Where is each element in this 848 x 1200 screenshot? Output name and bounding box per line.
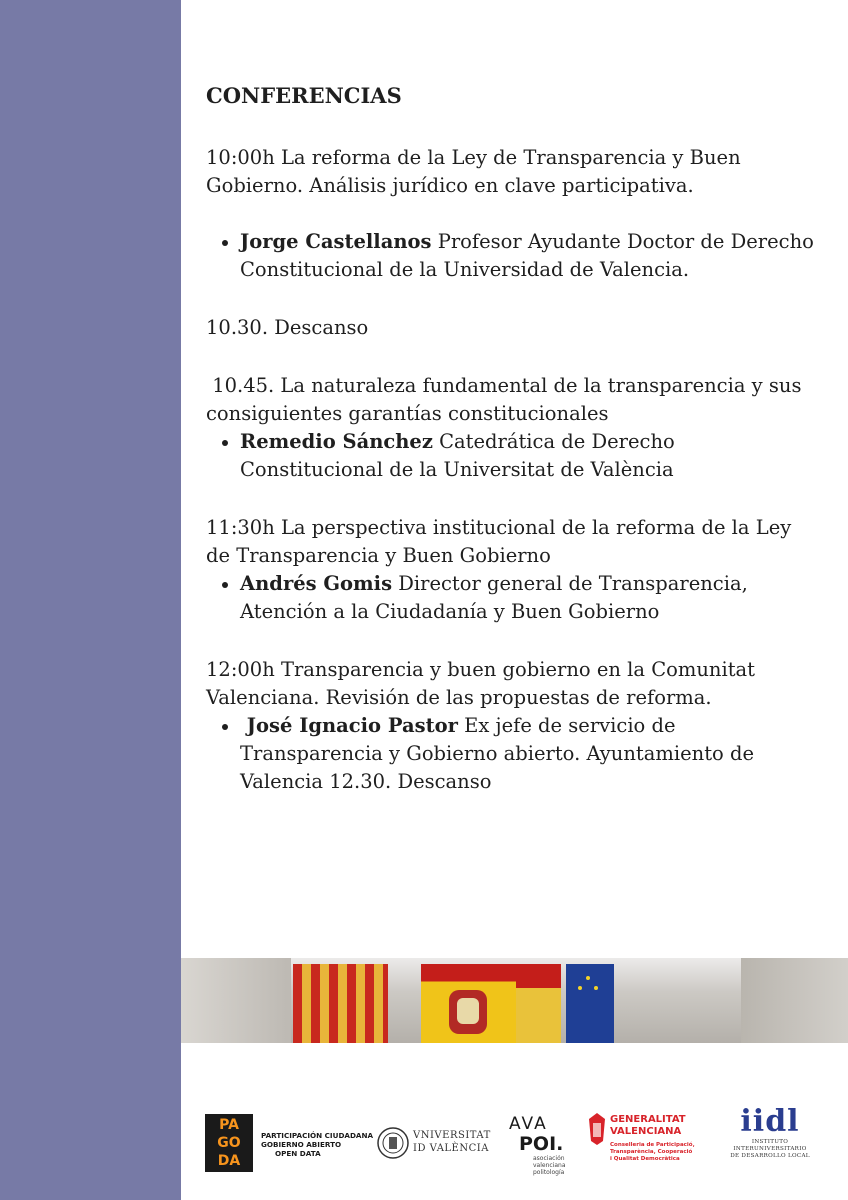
avapoi-line3: asociación [533,1155,565,1162]
iidl-mark: iidl [740,1104,800,1139]
speaker-role: Director general de Transparencia, Atención a la Ciudadanía y Buen Gobierno [240,572,748,623]
speaker-list [206,570,816,626]
iidl-line1: INSTITUTO [751,1139,789,1145]
avapoi-line4: valenciana [533,1162,566,1169]
generalitat-line4: Transparència, Cooperació [610,1149,693,1155]
flag-spain-2 [516,964,561,1043]
avapoi-line2: POI. [519,1133,564,1155]
universitat-line1: VNIVERSITAT [413,1130,491,1141]
flag-europe [566,964,614,1043]
speaker-item [206,712,816,796]
main-content [206,82,816,796]
pagoda-logo [205,1114,374,1174]
speaker-item [206,228,816,284]
speaker-name: José Ignacio Pastor [240,714,458,737]
speaker-list [206,228,816,284]
iidl-logo [729,1105,811,1175]
pagoda-mark-text: DA [217,1153,241,1169]
avapoi-line1: AVA [509,1114,548,1134]
flag-spain [421,964,516,1043]
generalitat-line1: GENERALITAT [610,1114,686,1125]
flags-photo [181,958,848,1043]
pagoda-line2: GOBIERNO ABIERTO [261,1140,342,1149]
speaker-name: Jorge Castellanos [240,230,432,253]
session-title: 10.45. La naturaleza fundamental de la transparencia y sus consiguientes garantías constitucionales [206,374,802,425]
session-title: 11:30h La perspectiva institucional de la reforma de la Ley de Transparencia y Buen Gobierno [206,516,792,567]
speaker-role: Catedrática de Derecho Constitucional de la Universitat de València [240,430,675,481]
speaker-role: Ex jefe de servicio de Transparencia y Gobierno abierto. Ayuntamiento de Valencia 12.30. Descanso [240,714,754,793]
generalitat-line2: VALENCIANA [610,1126,682,1137]
pagoda-mark [205,1114,253,1172]
bullet-icon [222,440,228,446]
generalitat-line3: Conselleria de Participació, [610,1142,695,1148]
sponsor-logos [181,1095,848,1190]
speaker-item [206,428,816,484]
flag-valencia [293,964,388,1043]
stone-wall [741,958,848,1043]
pagoda-line1: PARTICIPACIÓN CIUDADANA [261,1131,374,1140]
speaker-name: Andrés Gomis [240,572,393,595]
session-title: 12:00h Transparencia y buen gobierno en la Comunitat Valenciana. Revisión de las propuestas de reforma. [206,658,755,709]
bullet-icon [222,240,228,246]
stone-wall [181,958,291,1043]
generalitat-crest-icon [587,1111,607,1147]
speaker-role: Profesor Ayudante Doctor de Derecho Constitucional de la Universidad de Valencia. [240,230,814,281]
speaker-list [206,712,816,796]
bullet-icon [222,582,228,588]
page-title: CONFERENCIAS [206,83,402,108]
generalitat-line5: i Qualitat Democràtica [610,1156,680,1162]
generalitat-logo [587,1111,703,1177]
avapoi-line5: politología [533,1169,565,1176]
session-title: 10:00h La reforma de la Ley de Transparencia y Buen Gobierno. Análisis jurídico en clave participativa. [206,146,741,197]
session-title: 10.30. Descanso [206,316,369,339]
speaker-list [206,428,816,484]
pagoda-mark-text: GO [217,1135,241,1151]
sidebar-band [0,0,181,1200]
speaker-item [206,570,816,626]
iidl-line2: INTERUNIVERSITARIO [733,1146,807,1152]
universitat-line2: ID VALÈNCIA [413,1143,489,1154]
universitat-logo [377,1123,491,1167]
pagoda-line3: OPEN DATA [275,1149,321,1158]
speaker-name: Remedio Sánchez [240,430,433,453]
avapoi-logo [509,1115,579,1185]
university-seal-icon [377,1123,409,1163]
bullet-icon [222,724,228,730]
iidl-line3: DE DESARROLLO LOCAL [730,1153,810,1159]
pagoda-mark-text: PA [219,1117,239,1133]
